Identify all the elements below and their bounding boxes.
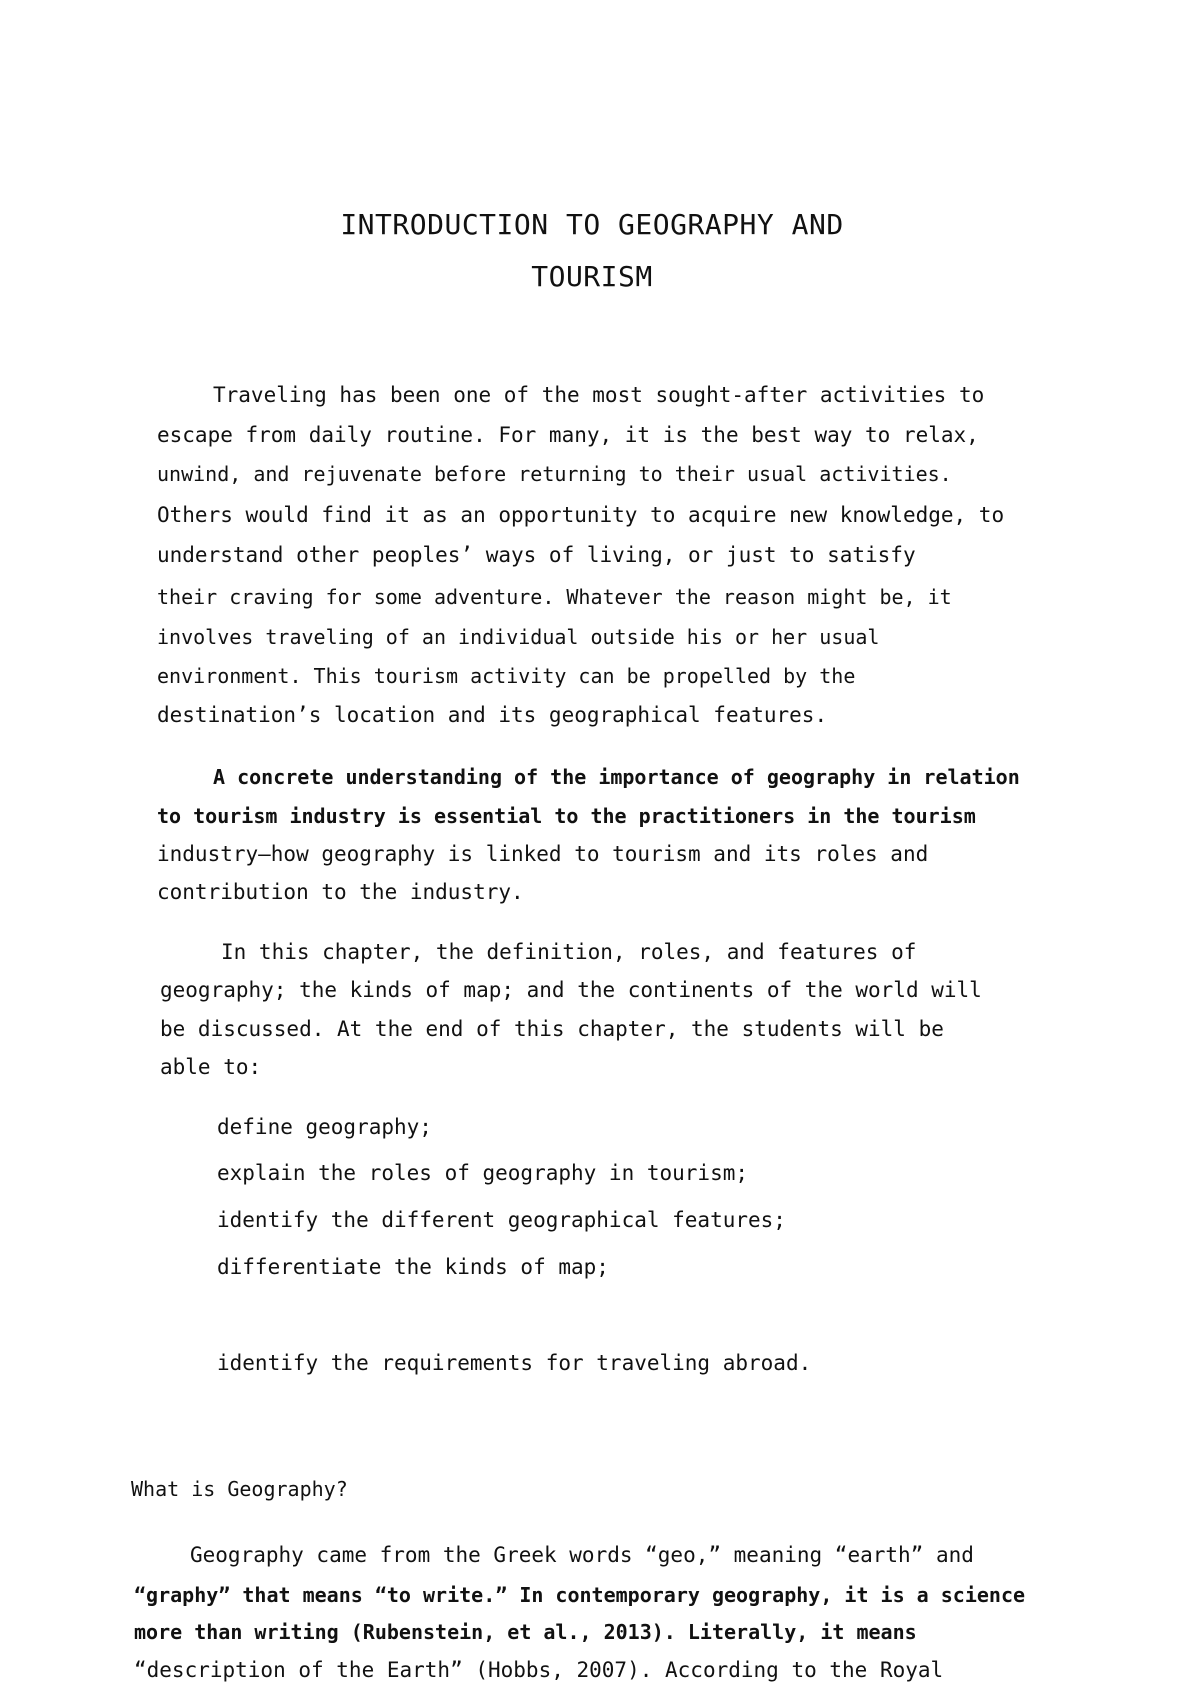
paragraph-4-line-1: Geography came from the Greek words “geo,” meaning “earth” and xyxy=(190,1543,974,1567)
paragraph-1-line-5: understand other peoples’ ways of living, or just to satisfy xyxy=(157,543,916,567)
paragraph-3-line-4: able to: xyxy=(160,1055,262,1079)
document-title-line-2: TOURISM xyxy=(531,260,653,293)
paragraph-3-line-2: geography; the kinds of map; and the continents of the world will xyxy=(160,978,982,1002)
paragraph-1-line-2: escape from daily routine. For many, it is the best way to relax, xyxy=(157,423,979,447)
paragraph-2-line-2: to tourism industry is essential to the practitioners in the tourism xyxy=(157,804,976,828)
paragraph-1-line-1: Traveling has been one of the most sought-after activities to xyxy=(213,383,985,407)
paragraph-1-line-9: destination’s location and its geographical features. xyxy=(157,703,828,727)
document-title-line-1: INTRODUCTION TO GEOGRAPHY AND xyxy=(340,208,844,241)
objective-item: differentiate the kinds of map; xyxy=(217,1255,609,1279)
section-heading: What is Geography? xyxy=(131,1477,348,1501)
paragraph-1-line-7: involves traveling of an individual outside his or her usual xyxy=(157,625,880,649)
paragraph-4-line-3: more than writing (Rubenstein, et al., 2013). Literally, it means xyxy=(134,1620,917,1644)
paragraph-2-line-4: contribution to the industry. xyxy=(157,880,524,904)
paragraph-4-line-4: “description of the Earth” (Hobbs, 2007). According to the Royal xyxy=(134,1658,944,1682)
paragraph-4-line-2: “graphy” that means “to write.” In contemporary geography, it is a science xyxy=(134,1583,1026,1607)
paragraph-3-line-3: be discussed. At the end of this chapter, the students will be xyxy=(160,1017,944,1041)
paragraph-2-line-3: industry—how geography is linked to tourism and its roles and xyxy=(157,842,929,866)
paragraph-3-line-1: In this chapter, the definition, roles, and features of xyxy=(221,940,917,964)
paragraph-1-line-3: unwind, and rejuvenate before returning to their usual activities. xyxy=(157,462,952,486)
objective-item: identify the requirements for traveling abroad. xyxy=(217,1351,812,1375)
paragraph-1-line-6: their craving for some adventure. Whatever the reason might be, it xyxy=(157,585,952,609)
objective-item: explain the roles of geography in tourism; xyxy=(217,1161,749,1185)
objective-item: define geography; xyxy=(217,1115,432,1139)
paragraph-2-line-1: A concrete understanding of the importance of geography in relation xyxy=(213,765,1020,789)
objective-item: identify the different geographical features; xyxy=(217,1208,786,1232)
paragraph-1-line-4: Others would find it as an opportunity to acquire new knowledge, to xyxy=(157,503,1005,527)
paragraph-1-line-8: environment. This tourism activity can be propelled by the xyxy=(157,664,856,688)
